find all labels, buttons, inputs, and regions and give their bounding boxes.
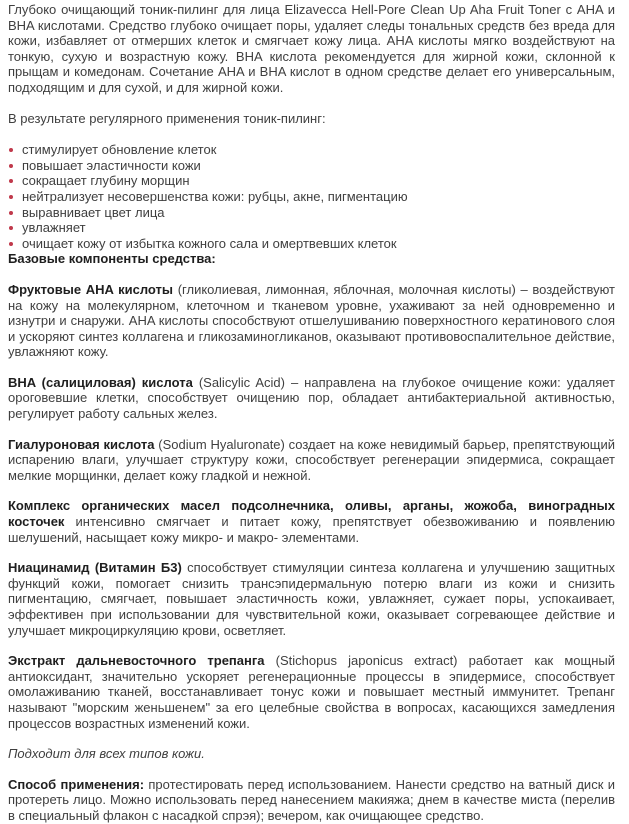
list-item: увлажняет <box>8 220 615 236</box>
component-oils <box>8 498 615 545</box>
list-item: повышает эластичности кожи <box>8 158 615 174</box>
component-hyaluronic <box>8 437 615 484</box>
component-text: (гликолиевая, лимонная, яблочная, молочная кислоты) – воздействуют на кожу на молекулярном, клеточном и тканевом уровне, ухаживают за ней одновременно и изнутри и снаружи. AHA кислоты способствуют отшелушиванию поверхностного кератинового слоя и ускоряют синтез коллагена и гликозаминогликанов, оказывают противовоспалительное действие, увлажняют кожу. <box>8 281 615 360</box>
component-name: Фруктовые AHA кислоты <box>8 281 174 297</box>
usage-paragraph <box>8 777 615 824</box>
usage-text: протестировать перед использованием. Нанести средство на ватный диск и протереть лицо. Можно использовать перед нанесением макияжа; днем в качестве миста (перелив в специальный флакон с насадкой спрэя); вечером, как очищающее средство. <box>8 776 615 823</box>
list-item: стимулирует обновление клеток <box>8 142 615 158</box>
suitable-note: Подходит для всех типов кожи. <box>8 746 205 762</box>
component-aha <box>8 282 615 360</box>
component-bha <box>8 375 615 422</box>
component-text: интенсивно смягчает и питает кожу, препятствует обезвоживанию и появлению шелушений, насыщает кожу микро- и макро- элементами. <box>8 514 615 545</box>
component-niacinamide <box>8 560 615 638</box>
component-name: Гиалуроновая кислота <box>8 436 155 452</box>
component-name: Комплекс органических масел подсолнечника, оливы, арганы, жожоба, виноградных косточек <box>8 498 615 530</box>
components-heading: Базовые компоненты средства: <box>8 251 216 267</box>
list-item: нейтрализует несовершенства кожи: рубцы, акне, пигментацию <box>8 189 615 205</box>
list-item: сокращает глубину морщин <box>8 173 615 189</box>
component-text: (Salicylic Acid) – направлена на глубокое очищение кожи: удаляет ороговевшие клетки, способствует очищению пор, обладает антибактериальной активностью, регулирует работу сальных желез. <box>8 374 616 422</box>
usage-label: Способ применения: <box>8 776 145 792</box>
component-text: (Stichopus japonicus extract) работает как мощный антиоксидант, значительно ускоряет регенерационные процессы в эпидермисе, способствует омолаживанию тканей, восстанавливает тонус кожи и повышает местный иммунитет. Трепанг называют "морским женьшенем" за его целебные свойства в вопросах, касающихся замедления процессов возрастных изменений кожи. <box>8 653 615 731</box>
component-name: Экстракт дальневосточного трепанга <box>8 653 265 669</box>
results-list <box>8 142 615 251</box>
list-item: очищает кожу от избытка кожного сала и омертвевших клеток <box>8 236 615 252</box>
intro-paragraph: Глубоко очищающий тоник-пилинг для лица Elizavecca Hell-Pore Clean Up Aha Fruit Toner с AHA и BHA кислотами. Средство глубоко очищает поры, удаляет следы тональных средств без вреда для кожи, избавляет от отмерших клеток и смягчает кожу лица. AHA кислоты мягко воздействуют на тонкую, сухую и возрастную кожу. BHA кислота рекомендуется для жирной кожи, склонной к прыщам и комедонам. Сочетание AHA и BHA кислот в одном средстве делает его универсальным, подходящим и для сухой, и для жирной кожи. <box>8 2 615 95</box>
list-item: выравнивает цвет лица <box>8 205 615 221</box>
component-trepang <box>8 653 615 731</box>
component-text: способствует стимуляции синтеза коллагена и улучшению защитных функций кожи, помогает снизить трансэпидермальную потерю влаги из кожи и снизить пигментацию, смягчает, повышает эластичность кожи, увлажняет, сужает поры, успокаивает, эффективен при использовании для чувствительной кожи, оказывает согревающее действие и улучшает микроциркуляцию крови, осветляет. <box>8 560 615 638</box>
component-text: (Sodium Hyaluronate) создает на коже невидимый барьер, препятствующий испарению влаги, улучшает структуру кожи, способствует регенерации эпидермиса, сокращает мелкие морщинки, делает кожу гладкой и нежной. <box>8 436 615 483</box>
component-name: Ниацинамид (Витамин Б3) <box>8 560 182 576</box>
results-intro: В результате регулярного применения тоник-пилинг: <box>8 110 326 126</box>
component-name: BHA (салициловая) кислота <box>8 374 193 390</box>
